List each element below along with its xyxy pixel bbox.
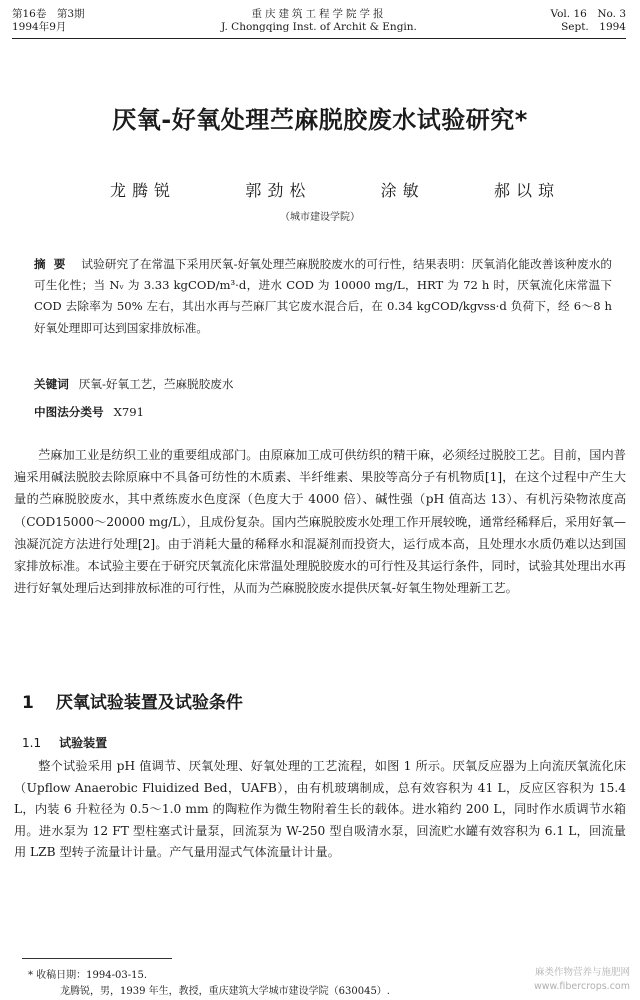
section-paragraph — [14, 756, 626, 864]
subsection-title: 试验装置 — [59, 736, 108, 750]
classification-value: X791 — [113, 405, 144, 419]
date-en: Sept. 1994 — [561, 21, 626, 33]
section-heading — [22, 688, 243, 713]
header-volume-en — [550, 8, 626, 34]
affiliation: （城市建设学院） — [280, 212, 360, 223]
abstract-label: 摘要 — [34, 257, 74, 271]
keywords — [34, 376, 612, 392]
watermark — [534, 966, 630, 994]
footnote-received: * 收稿日期：1994-03-15. — [28, 970, 148, 981]
footnote-rule — [22, 958, 172, 959]
section-body-text: 整个试验采用 pH 值调节、厌氧处理、好氧处理的工艺流程，如图 1 所示。厌氧反应器为上向流厌氧流化床（Upflow Anaerobic Fluidized Bed，UAFB），由有机玻璃制成，总有效容积为 41 L，反应区容积为 15.4 L，内装 6 升粒径为 0.5～1.0 mm 的陶粒作为微生物附着生长的载体。进水箱约 200 L，同时作水质调节水箱用。进水泵为 12 FT 型柱塞式计量泵，回流泵为 W-250 型自吸清水泵，回流贮水罐有效容积为 6.1 L，回流量用 LZB 型转子流量计计量。产气量用湿式气体流量计计量。 — [14, 759, 626, 859]
journal-name-cn: 重庆建筑工程学院学报 — [251, 8, 387, 20]
keywords-text: 厌氧-好氧工艺，苎麻脱胶废水 — [78, 377, 234, 391]
watermark-line1: 麻类作物营养与施肥网 — [534, 967, 630, 978]
author-name: 涂敏 — [380, 181, 425, 200]
footnote-author: 龙腾锐，男，1939 年生，教授，重庆建筑大学城市建设学院（630045）. — [60, 986, 390, 997]
subsection-heading — [22, 734, 107, 751]
watermark-line2: www.fibercrops.com — [533, 981, 630, 992]
volume-issue-cn: 第16卷 第3期 — [12, 8, 85, 20]
section-number: 1 — [22, 693, 34, 713]
author-name: 龙腾锐 — [110, 181, 177, 200]
abstract-text: 试验研究了在常温下采用厌氧-好氧处理苎麻脱胶废水的可行性，结果表明：厌氧消化能改善该种废水的可生化性；当 Nᵥ 为 3.33 kgCOD/m³·d，进水 COD 为 10000 mg/L，HRT 为 72 h 时，厌氧流化床常温下 COD 去除率为 50% 左右，其出水再与苎麻厂其它废水混合后，在 0.34 kgCOD/kgvss·d 负荷下，经 6～8 h 好氧处理即可达到国家排放标准。 — [34, 257, 612, 335]
header-rule — [12, 38, 626, 39]
subsection-number: 1.1 — [22, 736, 42, 750]
journal-name-en: J. Chongqing Inst. of Archit & Engin. — [221, 21, 417, 33]
author-list — [110, 178, 560, 201]
author-name: 郝以琼 — [493, 181, 560, 200]
volume-issue-en: Vol. 16 No. 3 — [550, 8, 626, 20]
intro-paragraph — [14, 444, 626, 599]
running-header — [12, 8, 626, 38]
date-cn: 1994年9月 — [12, 21, 67, 33]
classification — [34, 404, 612, 420]
section-title: 厌氧试验装置及试验条件 — [55, 693, 243, 713]
header-journal — [12, 8, 626, 34]
classification-label: 中图法分类号 — [34, 405, 104, 419]
intro-text: 苎麻加工业是纺织工业的重要组成部门。由原麻加工成可供纺织的精干麻，必须经过脱胶工艺。目前，国内普遍采用碱法脱胶去除原麻中不具备可纺性的木质素、半纤维素、果胶等高分子有机物质[1]，在这个过程中产生大量的苎麻脱胶废水，其中煮练废水色度深（色度大于 4000 倍）、碱性强（pH 值高达 13）、有机污染物浓度高（COD15000～20000 mg/L），且成份复杂。国内苎麻脱胶废水处理工作开展较晚，通常经稀释后，采用好氧—浊凝沉淀方法进行处理[2]。由于消耗大量的稀释水和混凝剂而投资大，运行成本高，且处理水水质仍难以达到国家排放标准。本试验主要在于研究厌氧流化床常温处理脱胶废水的可行性及其运行条件，同时，试验其处理出水再进行好氧处理后达到排放标准的可行性，从而为苎麻脱胶废水提供厌氧-好氧生物处理新工艺。 — [14, 448, 626, 596]
keywords-label: 关键词 — [34, 377, 69, 391]
paper-title: 厌氧-好氧处理苎麻脱胶废水试验研究* — [112, 106, 528, 134]
author-name: 郭劲松 — [245, 181, 312, 200]
abstract — [34, 254, 612, 339]
